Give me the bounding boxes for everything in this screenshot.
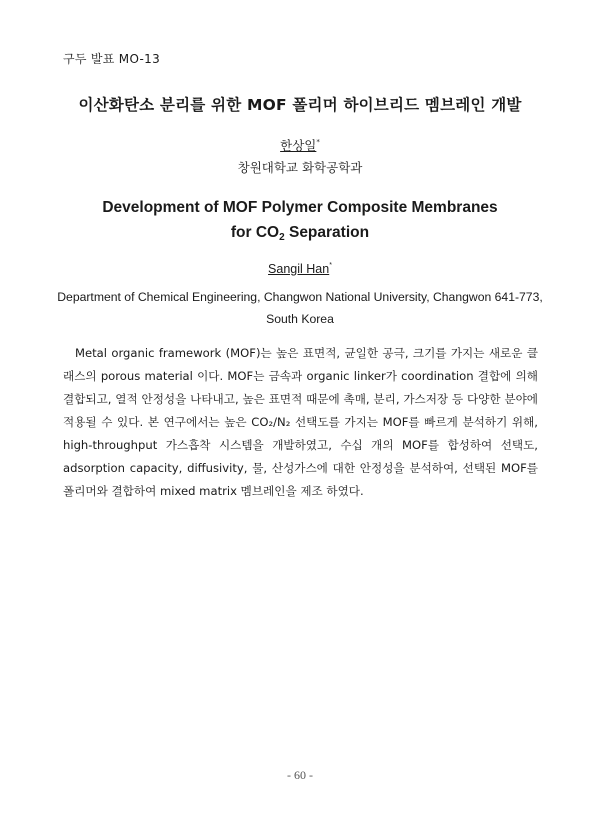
english-affiliation-line-1: Department of Chemical Engineering, Changwon National University, Changwon 641-773,	[57, 290, 543, 304]
korean-affiliation: 창원대학교 화학공학과	[237, 160, 363, 175]
english-author-name: Sangil Han	[268, 262, 330, 276]
english-title-line-2-prefix: for CO	[230, 224, 280, 241]
korean-title: 이산화탄소 분리를 위한 MOF 폴리머 하이브리드 멤브레인 개발	[78, 96, 522, 114]
korean-author	[0, 136, 600, 154]
page-number: - 60 -	[287, 768, 313, 782]
korean-author-name: 한상일	[280, 138, 317, 153]
abstract	[63, 342, 538, 503]
corresponding-author-mark: *	[316, 138, 320, 146]
english-corresponding-author-mark: *	[329, 262, 332, 269]
abstract-paragraph: Metal organic framework (MOF)는 높은 표면적, 균일한 공극, 크기를 가지는 새로운 클래스의 porous material 이다. MOF는 금속과 organic linker가 coordination 결합에 의해 결합되고, 열적 안정성을 나타내고, 높은 표면적 때문에 촉매, 분리, 가스저장 등 다양한 분야에 적용될 수 있다. 본 연구에서는 높은 CO₂/N₂ 선택도를 가지는 MOF를 빠르게 분석하기 위해, high-throughput 가스흡착 시스템을 개발하였고, 수십 개의 MOF를 합성하여 선택도, adsorption capacity, diffusivity, 물, 산성가스에 대한 안정성을 분석하여, 선택된 MOF를 폴리머와 결합하여 mixed matrix 멤브레인을 제조 하였다.	[63, 346, 538, 498]
english-title-line-2	[0, 220, 600, 250]
english-affiliation-line-2: South Korea	[266, 312, 334, 326]
english-author	[0, 262, 600, 276]
english-title-line-1: Development of MOF Polymer Composite Membranes	[102, 199, 498, 216]
english-affiliation	[40, 286, 560, 330]
english-title-line-2-suffix: Separation	[284, 224, 370, 241]
english-title	[0, 195, 600, 250]
co2-subscript: 2	[279, 232, 285, 243]
session-code: 구두 발표 MO-13	[63, 52, 161, 66]
